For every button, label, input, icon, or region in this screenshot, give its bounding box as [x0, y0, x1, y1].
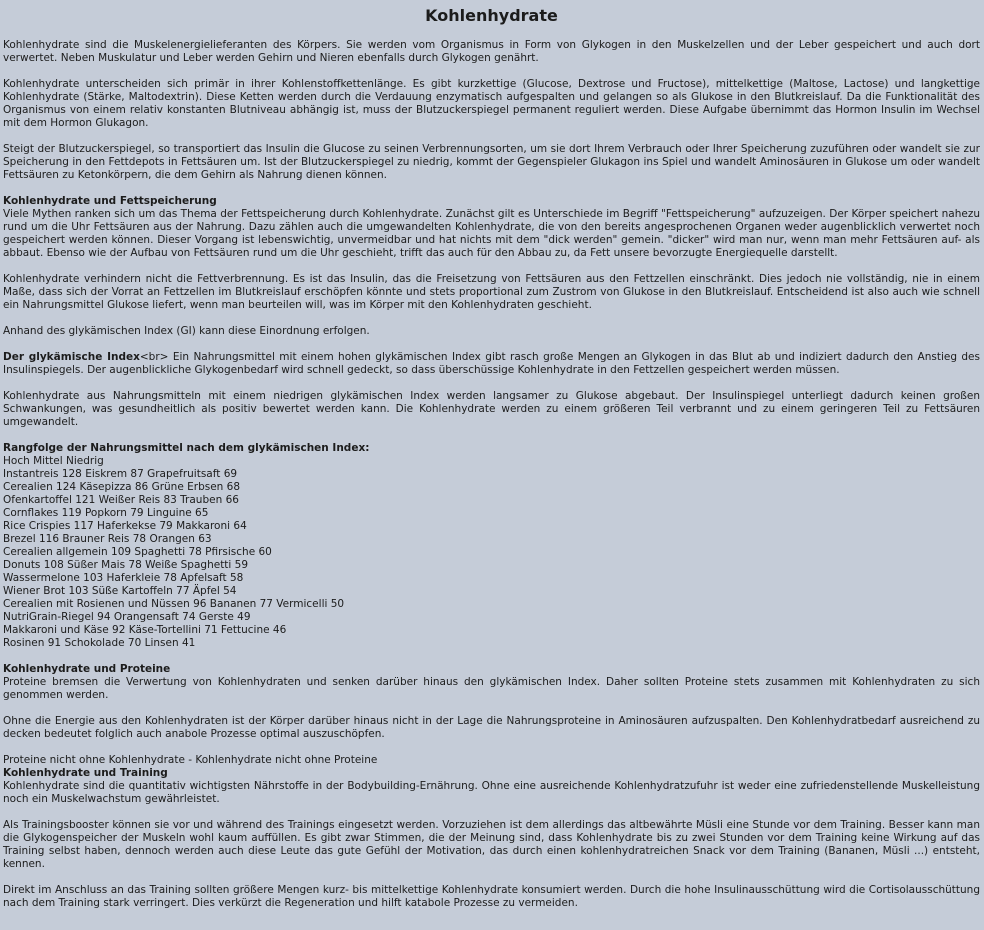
section-heading-proteine: Kohlenhydrate und Proteine	[3, 663, 171, 675]
fett-paragraph: Viele Mythen ranken sich um das Thema der Fettspeicherung durch Kohlenhydrate. Zunächst gilt es Unterschiede im Begriff "Fettspeicherung" aufzuzeigen. Der Körper speichert nahezu rund um die Uhr Fettsäuren aus der Nahrung. Dazu zählen auch die umgewandelten Kohlenhydrate, die von den bereits angesprochenen Organen weder augenblicklich verwertet noch gespeichert werden können. Dieser Vorgang ist lebenswichtig, unvermeidbar und hat nichts mit dem "dick werden" gemein. "dicker" wird man nur, wenn man mehr Fettsäuren auf- als abbaut. Ebenso wie der Aufbau von Fettsäuren rund um die Uhr geschieht, trifft das auch für den Abbau zu, da Fett unsere bevorzugte Energiequelle darstellt.	[3, 208, 980, 259]
proteine-paragraph: Ohne die Energie aus den Kohlenhydraten ist der Körper darüber hinaus nicht in der Lage die Nahrungsproteine in Aminosäuren aufzuspalten. Den Kohlenhydratbedarf ausreichend zu decken bedeutet folglich auch anabole Prozesse optimal auszuschöpfen.	[3, 715, 980, 740]
list-item: Donuts 108 Süßer Mais 78 Weiße Spaghetti 59	[3, 559, 249, 571]
proteine-paragraph: Proteine bremsen die Verwertung von Kohlenhydraten und senken darüber hinaus den glykämischen Index. Daher sollten Proteine stets zusammen mit Kohlenhydraten zu sich genommen werden.	[3, 676, 980, 701]
fett-paragraph: Anhand des glykämischen Index (GI) kann diese Einordnung erfolgen.	[3, 325, 370, 337]
gi-paragraph	[3, 351, 980, 377]
intro-paragraph: Steigt der Blutzuckerspiegel, so transportiert das Insulin die Glucose zu seinen Verbrennungsorten, um sie dort Ihrem Verbrauch oder Ihrer Speicherung zuzuführen oder wandelt sie zur Speicherung in den Fettdepots in Fettsäuren um. Ist der Blutzuckerspiegel zu niedrig, kommt der Gegenspieler Glukagon ins Spiel und wandelt Aminosäuren in Glukose um oder wandelt Fettsäuren zu Ketonkörpern, die dem Gehirn als Nahrung dienen können.	[3, 143, 980, 181]
fett-paragraph: Kohlenhydrate verhindern nicht die Fettverbrennung. Es ist das Insulin, das die Freisetzung von Fettsäuren aus den Fettzellen einschränkt. Dies jedoch nie vollständig, nie in einem Maße, dass sich der Vorrat an Fettzellen im Blutkreislauf erschöpfen könnte und stets proportional zum Zustrom von Glukose in den Blutkreislauf. Entscheidend ist also auch wie schnell ein Nahrungsmittel Glukose liefert, wenn man beurteilen will, was im Körper mit den Kohlenhydraten geschieht.	[3, 273, 980, 311]
list-item: Cerealien 124 Käsepizza 86 Grüne Erbsen 68	[3, 481, 241, 493]
section-heading-gi: Der glykämische Index	[3, 351, 140, 363]
list-item: Instantreis 128 Eiskrem 87 Grapefruitsaft 69	[3, 468, 238, 480]
gi-lead-text: <br> Ein Nahrungsmittel mit einem hohen glykämischen Index gibt rasch große Mengen an Glykogen in das Blut ab und indiziert dadurch den Anstieg des Insulinspiegels. Der augenblickliche Glykogenbedarf wird schnell gedeckt, so dass überschüssige Kohlenhydrate in den Fettzellen gespeichert werden müssen.	[3, 351, 980, 376]
training-paragraph: Kohlenhydrate sind die quantitativ wichtigsten Nährstoffe in der Bodybuilding-Ernährung. Ohne eine ausreichende Kohlenhydratzufuhr ist weder eine zufriedenstellende Muskelleistung noch ein Muskelwachstum gewährleistet.	[3, 780, 980, 805]
training-paragraph: Als Trainingsbooster können sie vor und während des Trainings eingesetzt werden. Vorzuziehen ist dem allerdings das altbewährte Müsli eine Stunde vor dem Training. Besser kann man die Glykogenspeicher der Muskeln wohl kaum auffüllen. Es gibt zwar Stimmen, die der Meinung sind, dass Kohlenhydrate bis zu zwei Stunden vor dem Training keine Wirkung auf das Training selbst haben, dennoch werden auch diese Leute das gute Gefühl der Motivation, das durch einen kohlenhydratreichen Snack vor dem Training (Bananen, Müsli ...) entsteht, kennen.	[3, 819, 980, 870]
list-item: Makkaroni und Käse 92 Käse-Tortellini 71 Fettucine 46	[3, 624, 287, 636]
list-item: Wiener Brot 103 Süße Kartoffeln 77 Äpfel 54	[3, 585, 237, 597]
list-item: Cerealien allgemein 109 Spaghetti 78 Pfirsische 60	[3, 546, 272, 558]
intro-paragraph: Kohlenhydrate unterscheiden sich primär in ihrer Kohlenstoffkettenlänge. Es gibt kurzkettige (Glucose, Dextrose und Fructose), mittelkettige (Maltose, Lactose) und langkettige Kohlenhydrate (Stärke, Maltodextrin). Diese Ketten werden durch die Verdauung enzymatisch aufgespalten und gelangen so als Glukose in den Blutkreislauf. Da die Funktionalität des Organismus von einem relativ konstanten Blutniveau abhängig ist, muss der Blutzuckerspiegel permanent reguliert werden. Diese Aufgabe übernimmt das Hormon Insulin im Wechsel mit dem Hormon Glukagon.	[3, 78, 980, 129]
list-item: Brezel 116 Brauner Reis 78 Orangen 63	[3, 533, 212, 545]
section-heading-fettspeicherung: Kohlenhydrate und Fettspeicherung	[3, 195, 217, 207]
list-item: Rice Crispies 117 Haferkekse 79 Makkaroni 64	[3, 520, 247, 532]
gi-paragraph: Kohlenhydrate aus Nahrungsmitteln mit einem niedrigen glykämischen Index werden langsamer zu Glukose abgebaut. Der Insulinspiegel unterliegt dadurch keinen großen Schwankungen, was gesundheitlich als positiv bewertet werden kann. Die Kohlenhydrate werden zu einem größeren Teil verbrannt und zu einem geringeren Teil zu Fettsäuren umgewandelt.	[3, 390, 980, 428]
intro-paragraph: Kohlenhydrate sind die Muskelenergielieferanten des Körpers. Sie werden vom Organismus in Form von Glykogen in den Muskelzellen und der Leber gespeichert und auch dort verwertet. Neben Muskulatur und Leber werden Gehirn und Nieren ebenfalls durch Glykogen genährt.	[3, 39, 980, 64]
page-title: Kohlenhydrate	[425, 6, 558, 25]
list-item: Hoch Mittel Niedrig	[3, 455, 104, 467]
section-heading-training: Kohlenhydrate und Training	[3, 767, 168, 779]
list-item: Cornflakes 119 Popkorn 79 Linguine 65	[3, 507, 209, 519]
section-heading-ranking: Rangfolge der Nahrungsmittel nach dem glykämischen Index:	[3, 442, 370, 454]
proteine-motto: Proteine nicht ohne Kohlenhydrate - Kohlenhydrate nicht ohne Proteine	[3, 754, 378, 766]
gi-ranking-list	[3, 455, 980, 650]
training-paragraph: Direkt im Anschluss an das Training sollten größere Mengen kurz- bis mittelkettige Kohlenhydrate konsumiert werden. Durch die hohe Insulinausschüttung wird die Cortisolausschüttung nach dem Training stark verringert. Dies verkürzt die Regeneration und hilft katabole Prozesse zu vermeiden.	[3, 884, 980, 909]
list-item: Cerealien mit Rosienen und Nüssen 96 Bananen 77 Vermicelli 50	[3, 598, 345, 610]
list-item: Rosinen 91 Schokolade 70 Linsen 41	[3, 637, 196, 649]
list-item: Wassermelone 103 Haferkleie 78 Apfelsaft 58	[3, 572, 244, 584]
list-item: Ofenkartoffel 121 Weißer Reis 83 Trauben 66	[3, 494, 239, 506]
list-item: NutriGrain-Riegel 94 Orangensaft 74 Gerste 49	[3, 611, 251, 623]
